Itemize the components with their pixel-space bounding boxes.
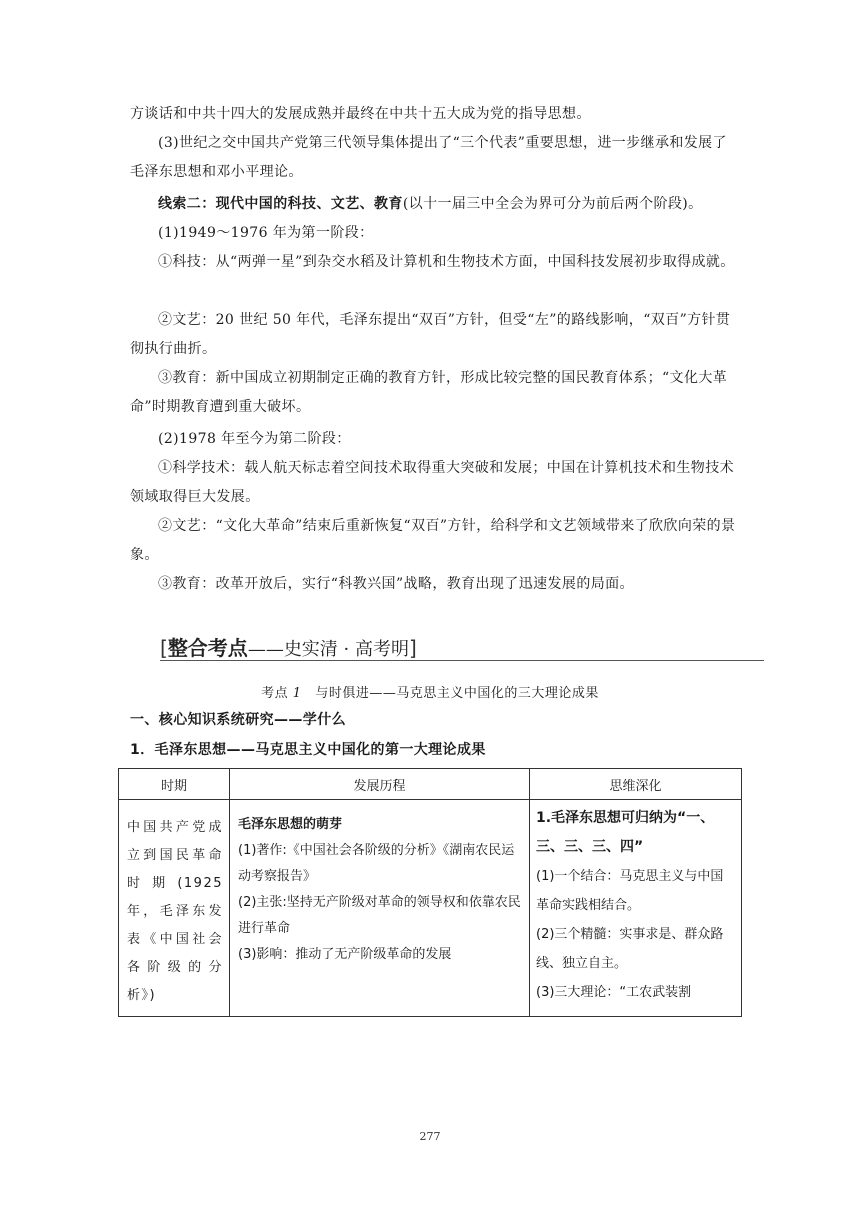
stage-one-education: ③教育：新中国成立初期制定正确的教育方针，形成比较完整的国民教育体系；“文化大革命”时期教育遭到重大破坏。	[130, 370, 728, 415]
exam-point-subtitle	[0, 682, 860, 701]
page-number: 277	[419, 1130, 441, 1143]
section-header-main: 整合考点	[167, 636, 248, 660]
header-period: 时期	[119, 769, 230, 800]
header-process: 发展历程	[230, 769, 530, 800]
heading-mao-thought: 1．毛泽东思想——马克思主义中国化的第一大理论成果	[130, 742, 486, 758]
mao-thought-table	[118, 768, 742, 1017]
process-title: 毛泽东思想的萌芽	[238, 817, 343, 832]
clue-two-note: (以十一届三中全会为界可分为前后两个阶段)。	[402, 196, 703, 212]
exam-point-prefix: 考点	[261, 686, 293, 701]
cell-thinking	[530, 800, 742, 1017]
table-row	[119, 800, 742, 1017]
thinking-line: (3)三大理论：“工农武装割	[536, 985, 692, 1000]
heading-core-knowledge: 一、核心知识系统研究——学什么	[130, 712, 346, 728]
process-line: (2)主张:坚持无产阶级对革命的领导权和依靠农民进行革命	[238, 895, 521, 936]
section-header	[160, 632, 764, 661]
bracket-right: ]	[408, 636, 417, 660]
table-header-row	[119, 769, 742, 800]
paragraph-continuation: 方谈话和中共十四大的发展成熟并最终在中共十五大成为党的指导思想。	[130, 106, 591, 122]
process-line: (3)影响：推动了无产阶级革命的发展	[238, 947, 452, 962]
stage-one-science: ①科技：从“两弹一星”到杂交水稻及计算机和生物技术方面，中国科技发展初步取得成就。	[158, 254, 735, 270]
cell-period: 中国共产党成立到国民革命时期(1925 年，毛泽东发表《中国社会各阶级的分析》)	[119, 800, 230, 1017]
thinking-line: (2)三个精髓：实事求是、群众路线、独立自主。	[536, 927, 724, 971]
clue-two-heading	[130, 190, 740, 219]
thinking-line: 1.毛泽东思想可归纳为“一、三、三、三、四”	[536, 810, 715, 855]
bracket-left: [	[160, 636, 168, 660]
stage-two-arts: ②文艺：“文化大革命”结束后重新恢复“双百”方针，给科学和文艺领域带来了欣欣向荣的景象。	[130, 518, 736, 563]
header-thinking: 思维深化	[530, 769, 742, 800]
stage-one-title: (1)1949～1976 年为第一阶段：	[158, 225, 374, 241]
stage-two-title: (2)1978 年至今为第二阶段：	[158, 431, 351, 447]
stage-two-education: ③教育：改革开放后，实行“科教兴国”战略，教育出现了迅速发展的局面。	[158, 576, 634, 592]
thinking-line: (1)一个结合：马克思主义与中国革命实践相结合。	[536, 869, 724, 913]
process-line: (1)著作:《中国社会各阶级的分析》《湖南农民运动考察报告》	[238, 843, 515, 884]
stage-one-arts: ②文艺：20 世纪 50 年代，毛泽东提出“双百”方针，但受“左”的路线影响，“双百”方针贯彻执行曲折。	[130, 312, 731, 357]
clue-two-bold: 线索二：现代中国的科技、文艺、教育	[158, 196, 403, 212]
exam-point-number: 1	[292, 686, 302, 701]
paragraph-three-represents: (3)世纪之交中国共产党第三代领导集体提出了“三个代表”重要思想，进一步继承和发展了毛泽东思想和邓小平理论。	[130, 135, 727, 180]
exam-point-text: 与时俱进——马克思主义中国化的三大理论成果	[301, 686, 599, 701]
stage-two-science: ①科学技术：载人航天标志着空间技术取得重大突破和发展；中国在计算机技术和生物技术领域取得巨大发展。	[130, 460, 734, 505]
section-header-rest: ——史实清 · 高考明	[247, 639, 409, 660]
cell-process	[230, 800, 530, 1017]
